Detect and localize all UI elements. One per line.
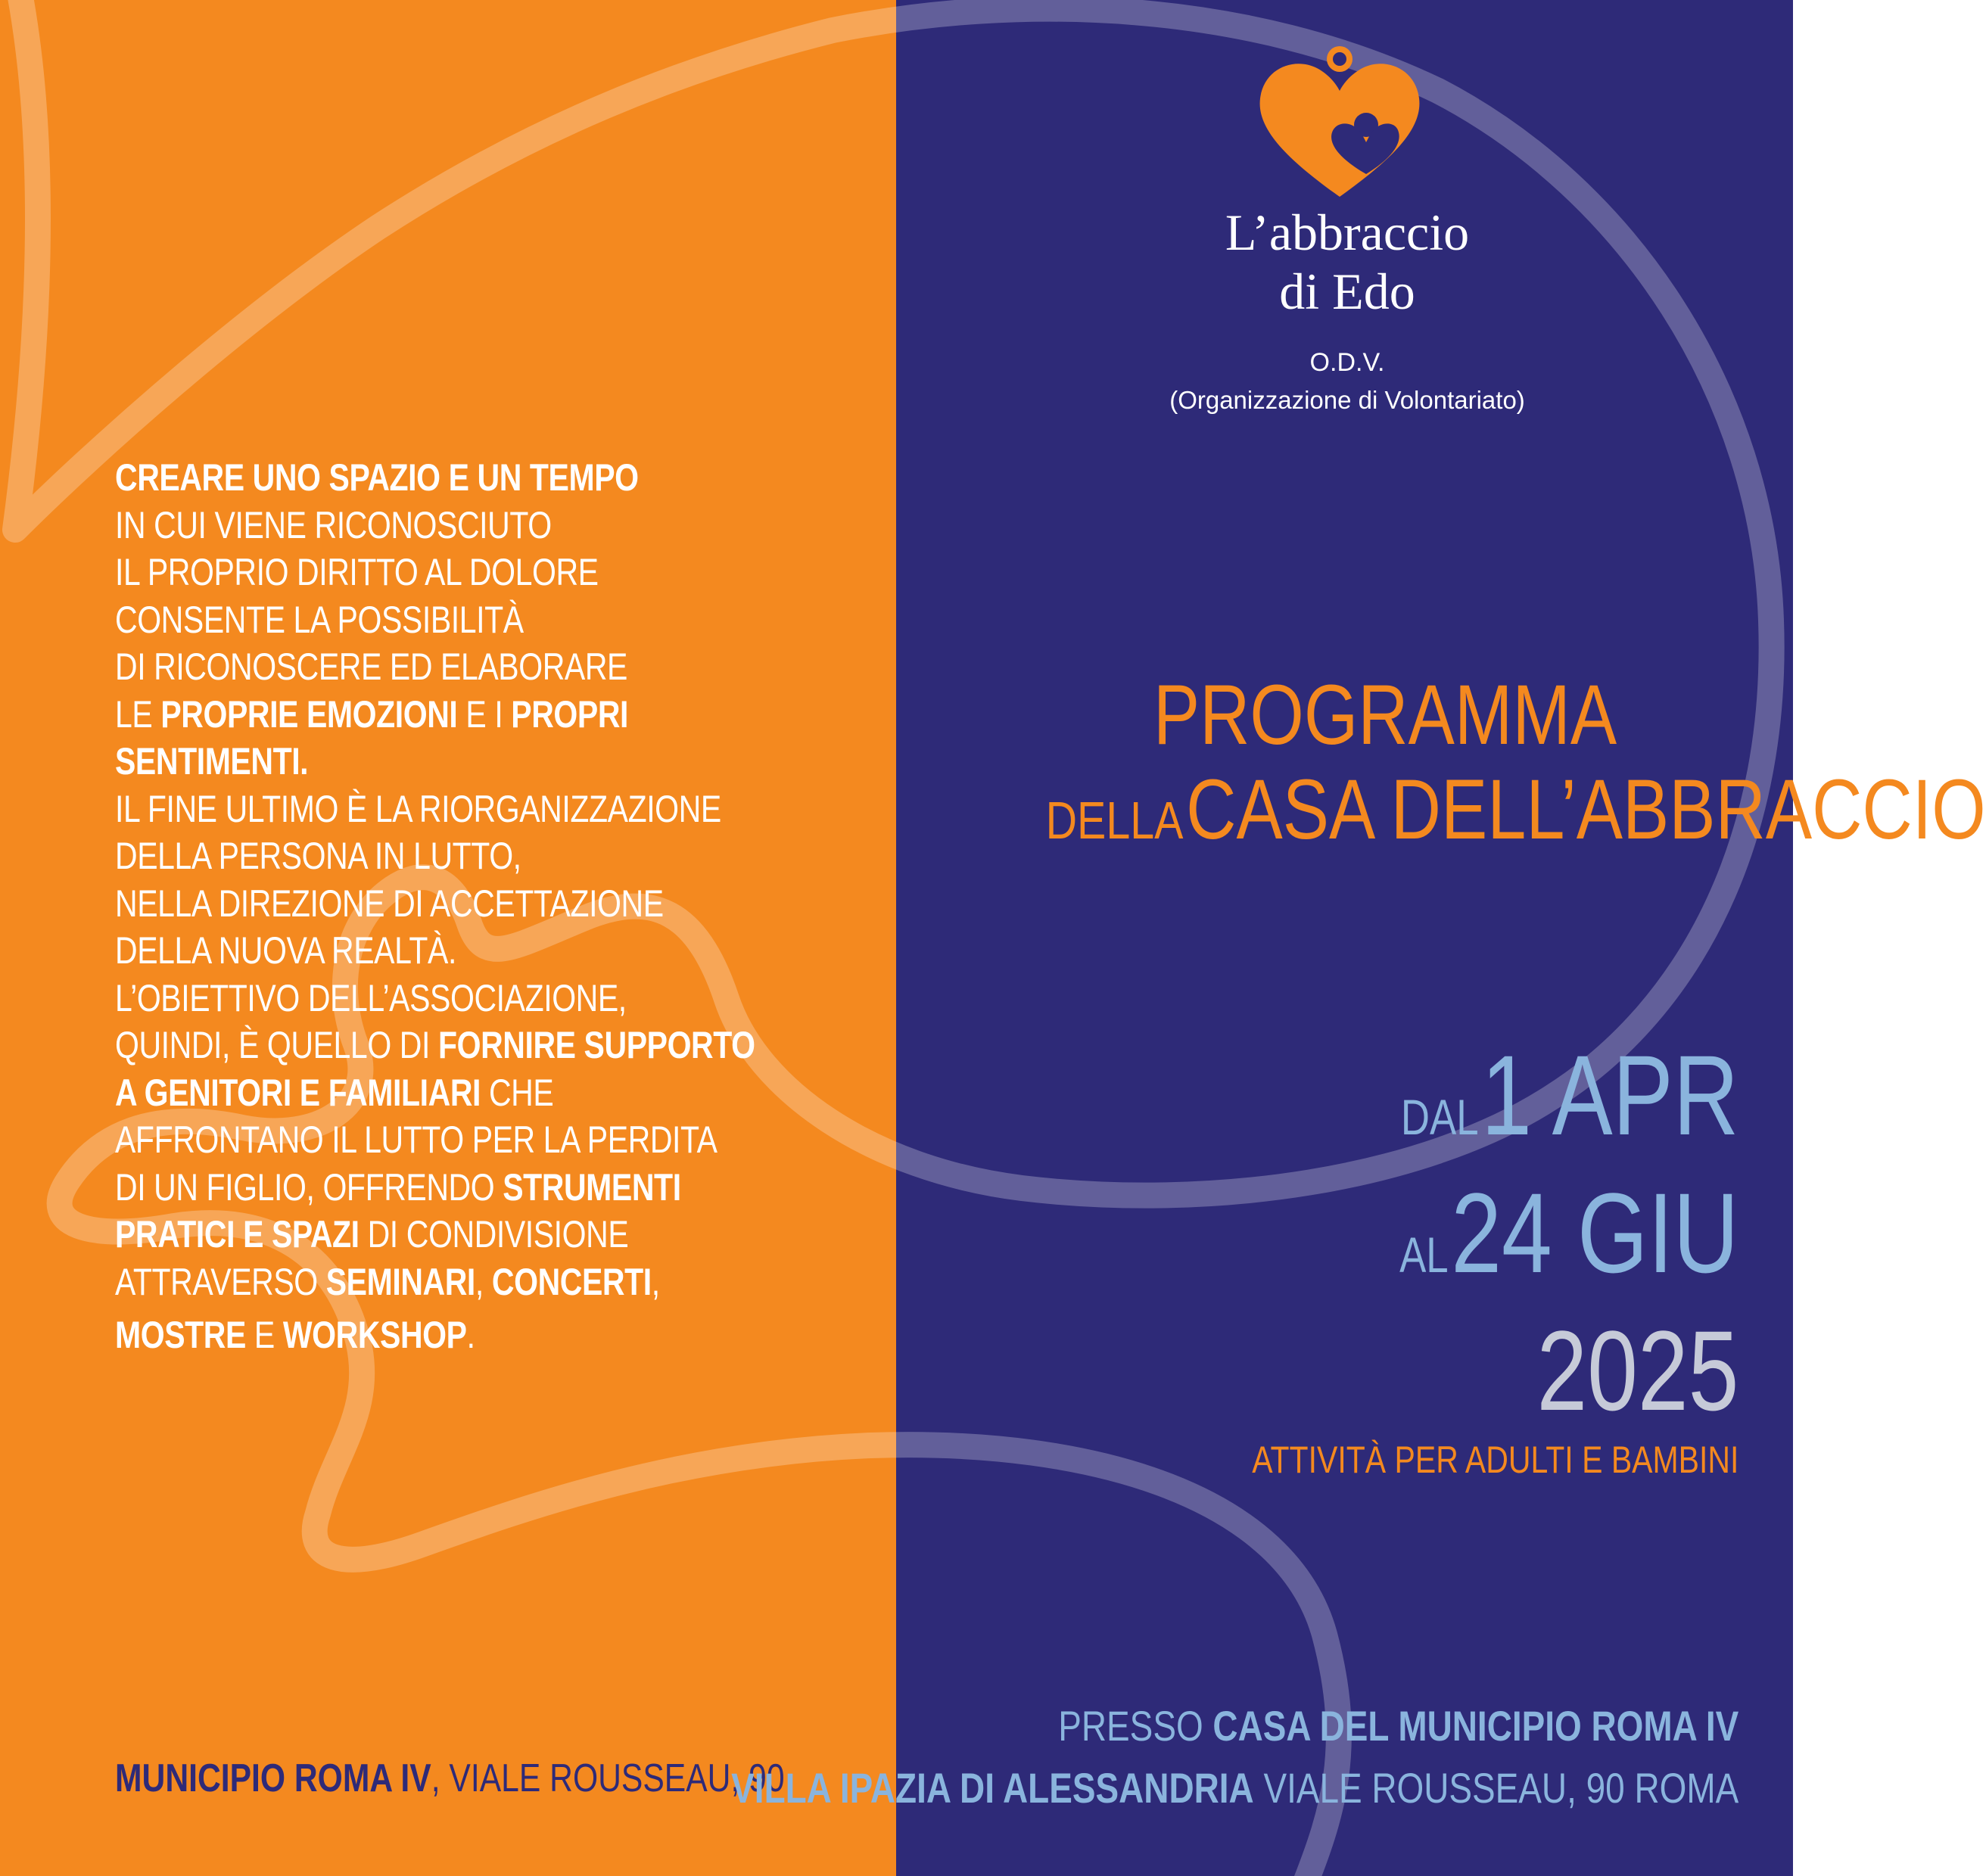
brand-name — [1135, 203, 1559, 321]
venue-prefix: PRESSO — [1058, 1702, 1213, 1750]
mission-highlight: STRUMENTI — [503, 1165, 681, 1209]
mission-fragment: ATTRAVERSO — [115, 1260, 326, 1303]
mission-highlight: PRATICI E SPAZI — [115, 1213, 360, 1255]
left-address-rest: , VIALE ROUSSEAU, 90 — [431, 1756, 785, 1800]
program-subtitle-text: CASA DELL’ABBRACCIO — [1186, 762, 1986, 857]
mission-fragment: , — [651, 1260, 660, 1303]
brand-odv: O.D.V. — [1309, 348, 1385, 377]
program-title: PROGRAMMA — [1153, 667, 1617, 762]
mission-highlight: MOSTRE — [115, 1314, 246, 1356]
mission-highlight: FORNIRE SUPPORTO — [437, 1024, 755, 1066]
brand-name-line2: di Edo — [1279, 263, 1415, 320]
mission-line: DELLA NUOVA REALTÀ. — [115, 929, 456, 972]
mission-highlight: PROPRIE EMOZIONI — [160, 692, 458, 736]
mission-fragment: DI CONDIVISIONE — [359, 1213, 629, 1255]
mission-highlight: PROPRI — [511, 692, 629, 736]
brand-odv-full: (Organizzazione di Volontariato) — [1169, 386, 1525, 414]
mission-line: L’OBIETTIVO DELL’ASSOCIAZIONE, — [115, 976, 627, 1019]
date-from-value: 1 APR — [1480, 1031, 1739, 1159]
venue-villa: VILLA IPAZIA DI ALESSANDRIA — [730, 1764, 1254, 1812]
brand-name-line1: L’abbraccio — [1225, 204, 1470, 261]
program-subtitle — [1045, 761, 1986, 858]
mission-line: CREARE UNO SPAZIO E UN TEMPO — [115, 456, 639, 499]
mission-highlight: SEMINARI — [325, 1260, 475, 1303]
mission-line: DELLA PERSONA IN LUTTO, — [115, 835, 521, 877]
venue-address: VIALE ROUSSEAU, 90 ROMA — [1253, 1764, 1739, 1812]
mission-line: IL FINE ULTIMO È LA RIORGANIZZAZIONE — [115, 787, 721, 830]
program-prefix: DELLA — [1045, 791, 1184, 850]
mission-text — [115, 454, 796, 1359]
mission-line: NELLA DIREZIONE DI ACCETTAZIONE — [115, 882, 664, 925]
date-year: 2025 — [1536, 1307, 1739, 1434]
date-range — [1315, 1031, 1739, 1458]
mission-fragment: , — [475, 1260, 492, 1303]
date-to-label: AL — [1399, 1227, 1449, 1283]
mission-line: CONSENTE LA POSSIBILITÀ — [115, 598, 524, 641]
mission-highlight: CONCERTI — [491, 1260, 652, 1303]
mission-fragment: QUINDI, È QUELLO DI — [115, 1024, 438, 1066]
mission-highlight: SENTIMENTI. — [115, 740, 309, 782]
mission-line: IL PROPRIO DIRITTO AL DOLORE — [115, 551, 599, 593]
mission-line: DI RICONOSCERE ED ELABORARE — [115, 646, 627, 688]
mission-line: AFFRONTANO IL LUTTO PER LA PERDITA — [115, 1118, 718, 1161]
mission-fragment: LE — [115, 692, 161, 736]
venue-info — [510, 1695, 1739, 1819]
mission-fragment: . — [466, 1314, 475, 1356]
mission-line: IN CUI VIENE RICONOSCIUTO — [115, 503, 552, 546]
mission-fragment: E — [245, 1314, 283, 1356]
mission-highlight: WORKSHOP — [282, 1314, 467, 1356]
mission-fragment: CHE — [481, 1071, 554, 1114]
heart-embrace-icon — [1256, 45, 1423, 212]
mission-fragment: DI UN FIGLIO, OFFRENDO — [115, 1165, 503, 1209]
mission-fragment: E I — [457, 692, 512, 736]
activities-line: ATTIVITÀ PER ADULTI E BAMBINI — [1251, 1439, 1739, 1481]
mission-highlight: A GENITORI E FAMILIARI — [115, 1071, 481, 1114]
date-from-label: DAL — [1400, 1089, 1479, 1145]
left-address-bold: MUNICIPIO ROMA IV — [115, 1756, 431, 1800]
date-to-value: 24 GIU — [1450, 1169, 1739, 1296]
venue-place: CASA DEL MUNICIPIO ROMA IV — [1212, 1702, 1739, 1750]
